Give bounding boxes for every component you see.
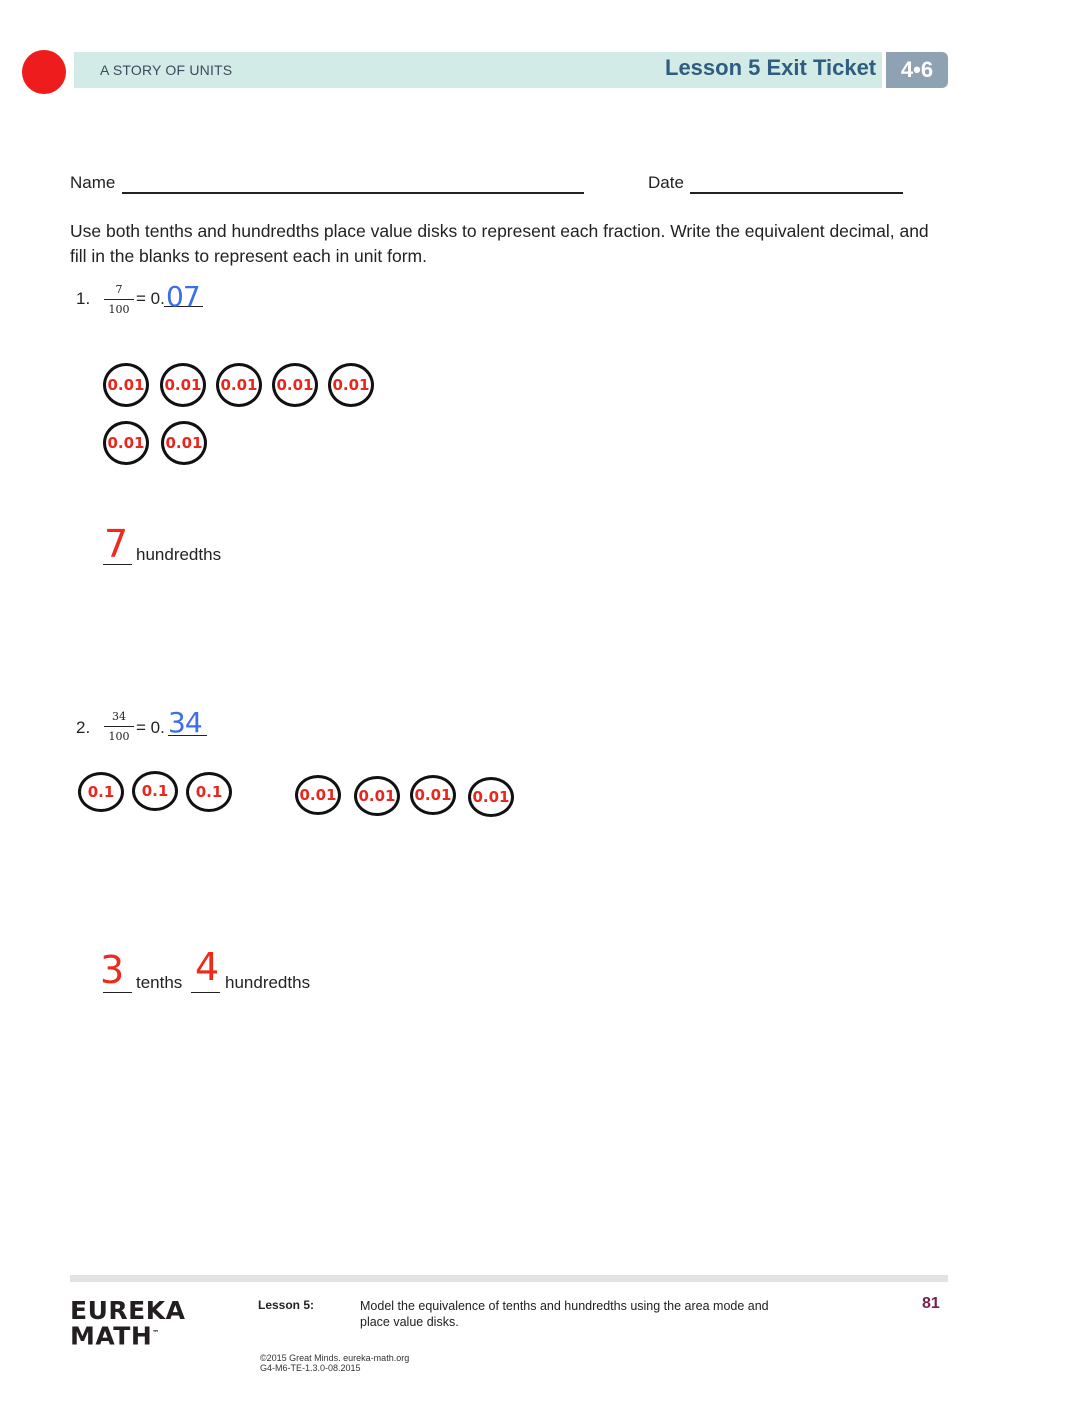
- problem-1-hundredths-label: hundredths: [136, 545, 222, 564]
- problem-2-tenths-label: tenths: [136, 973, 183, 992]
- instructions: Use both tenths and hundredths place value disks to represent each fraction. Write the equivalent decimal, and fill in the blanks to represent each in unit form.: [70, 221, 929, 266]
- problem-2-hundredths-label: hundredths: [225, 973, 311, 992]
- series-title: A STORY OF UNITS: [100, 62, 233, 78]
- hundredths-disk: 0.01: [161, 421, 207, 465]
- problem-2-tenths-blank[interactable]: [103, 992, 132, 993]
- problem-2-fraction: [104, 710, 134, 743]
- problem-2-numerator: 34: [104, 710, 134, 727]
- tenths-disk: 0.1: [186, 772, 232, 812]
- problem-1-equals: = 0.: [136, 289, 165, 308]
- problem-1-hundredths-answer: 7: [104, 522, 129, 566]
- name-label: Name: [70, 173, 116, 192]
- footer-lesson-label: Lesson 5:: [258, 1298, 315, 1312]
- problem-1-number: 1.: [76, 289, 91, 308]
- hundredths-disk: 0.01: [354, 776, 400, 816]
- footer-lesson-description: Model the equivalence of tenths and hundredths using the area mode and place value disks.: [360, 1299, 769, 1329]
- date-label: Date: [648, 173, 684, 192]
- logo-line-1: EUREKA: [70, 1296, 186, 1325]
- hundredths-disk: 0.01: [103, 363, 149, 407]
- tenths-disk: 0.1: [78, 772, 124, 812]
- hundredths-disk: 0.01: [410, 775, 456, 815]
- problem-2-denominator: 100: [108, 730, 130, 743]
- copyright: [260, 1353, 409, 1373]
- problem-2-number: 2.: [76, 718, 91, 737]
- footer-divider: [70, 1275, 948, 1282]
- problem-2-tenths-answer: 3: [100, 948, 125, 992]
- hundredths-disk: 0.01: [103, 421, 149, 465]
- doc-code: G4-M6-TE-1.3.0-08.2015: [260, 1363, 361, 1373]
- problem-2-hundredths-blank[interactable]: [191, 992, 220, 993]
- hundredths-disk: 0.01: [160, 363, 206, 407]
- red-dot-icon: [22, 50, 66, 94]
- date-field[interactable]: [690, 192, 903, 194]
- tenths-disk: 0.1: [132, 771, 178, 811]
- hundredths-disk: 0.01: [272, 363, 318, 407]
- page-number: 81: [922, 1295, 940, 1312]
- grade-module-badge: 4•6: [886, 52, 948, 88]
- copyright-line: ©2015 Great Minds. eureka-math.org: [260, 1353, 410, 1363]
- eureka-math-logo: [70, 1296, 186, 1351]
- problem-2-equals: = 0.: [136, 718, 165, 737]
- hundredths-disk: 0.01: [295, 775, 341, 815]
- problem-1-numerator: 7: [104, 283, 134, 300]
- name-field[interactable]: [122, 192, 584, 194]
- problem-2-decimal-answer: 34: [168, 706, 202, 739]
- problem-1-fraction: [104, 283, 134, 316]
- lesson-title: Lesson 5 Exit Ticket: [665, 55, 877, 80]
- problem-2-hundredths-answer: 4: [195, 945, 220, 989]
- hundredths-disk: 0.01: [328, 363, 374, 407]
- logo-line-2: MATH: [70, 1321, 153, 1351]
- hundredths-disk: 0.01: [468, 777, 514, 817]
- problem-1-denominator: 100: [108, 303, 130, 316]
- hundredths-disk: 0.01: [216, 363, 262, 407]
- problem-1-decimal-answer: 07: [166, 280, 200, 313]
- logo-trademark: ™: [152, 1329, 160, 1337]
